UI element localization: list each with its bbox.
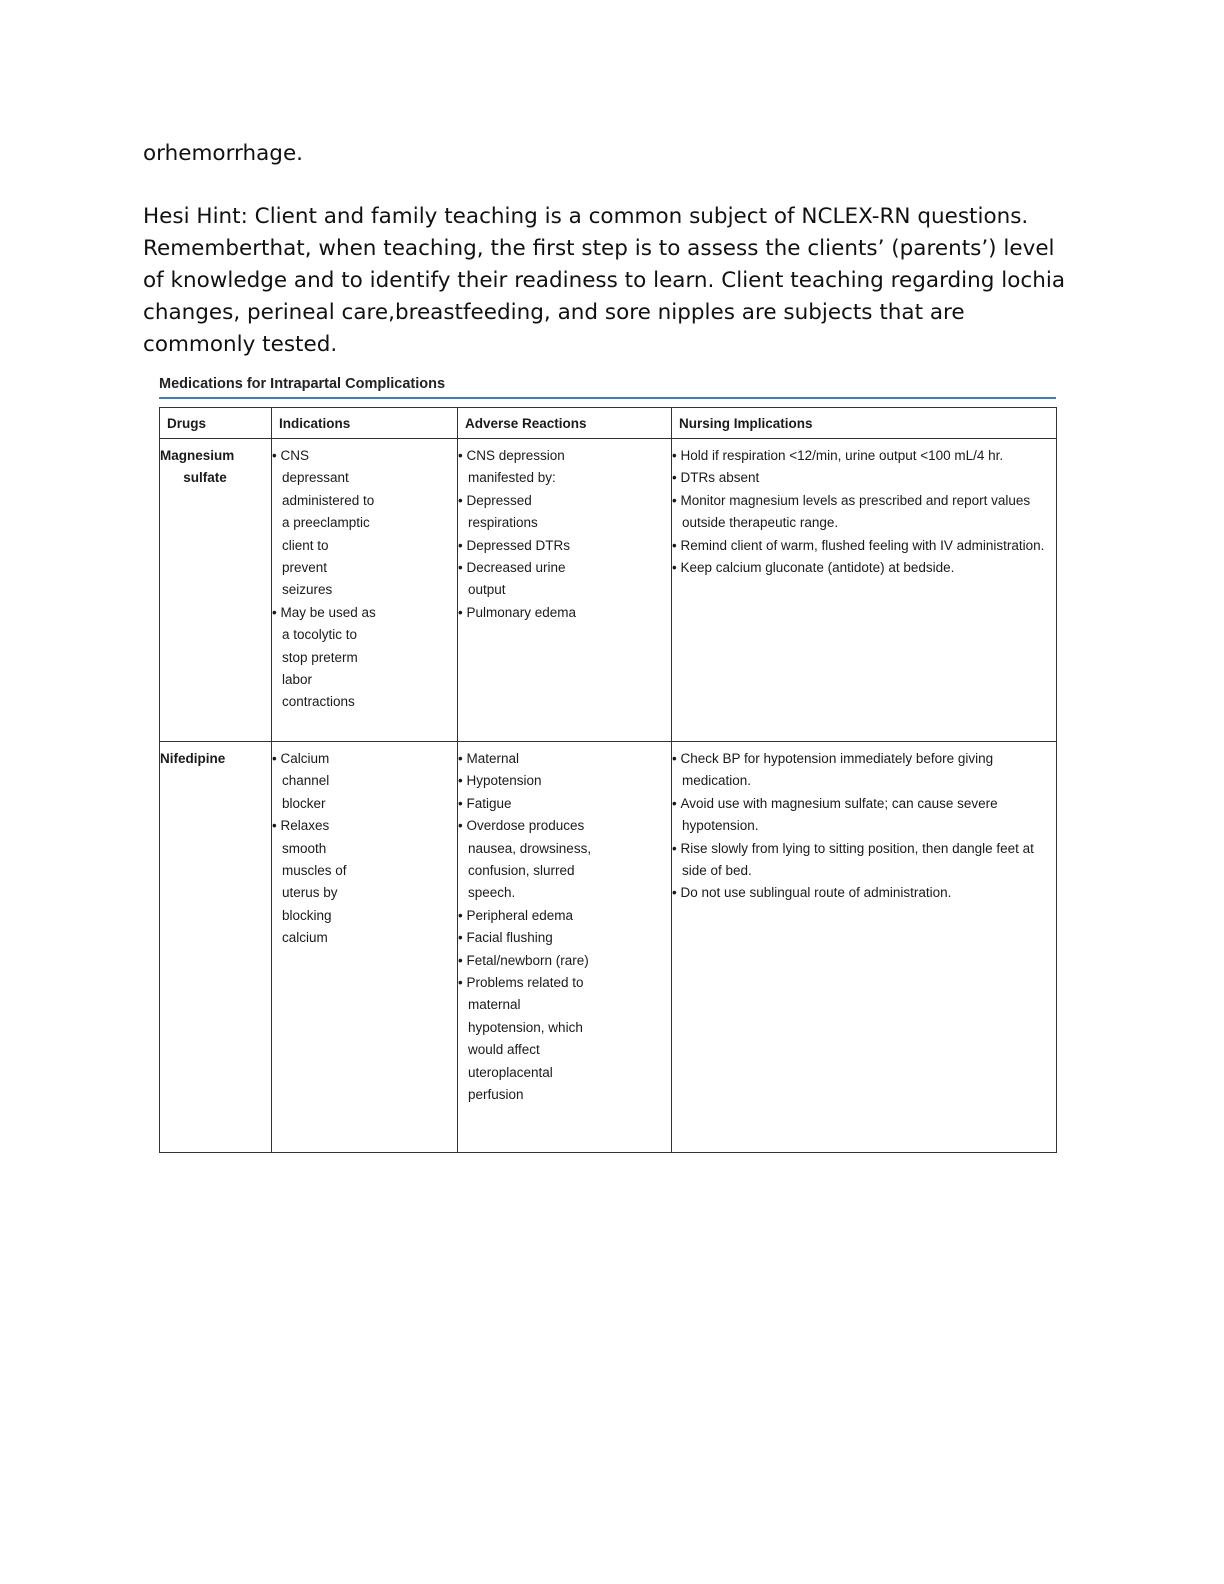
text-fragment: orhemorrhage.	[143, 141, 304, 166]
list-item: • Maternal	[458, 748, 594, 770]
list-item: • Problems related to maternal hypotension, which would affect uteroplacental perfusion	[458, 972, 594, 1106]
list-item: • Remind client of warm, flushed feeling with IV administration.	[672, 535, 1056, 557]
list-item: • Fatigue	[458, 793, 594, 815]
medications-table	[159, 407, 1057, 1153]
indications-cell	[272, 439, 458, 742]
adverse-reactions-cell	[458, 439, 672, 742]
nursing-implications-cell	[672, 742, 1057, 1153]
list-item: • CNS depressant administered to a preeclamptic client to prevent seizures	[272, 445, 376, 602]
table-row	[160, 742, 1057, 1153]
list-item: • Facial flushing	[458, 927, 594, 949]
list-item: • Depressed respirations	[458, 490, 590, 535]
list-item: • Decreased urine output	[458, 557, 590, 602]
list-item: • Do not use sublingual route of administration.	[672, 882, 1056, 904]
list-item: • Relaxes smooth muscles of uterus by blocking calcium	[272, 815, 376, 949]
list-item: • Hypotension	[458, 770, 594, 792]
table-header-row	[160, 408, 1057, 439]
list-item: • Hold if respiration <12/min, urine output <100 mL/4 hr.	[672, 445, 1056, 467]
list-item: • DTRs absent	[672, 467, 1056, 489]
list-item: • CNS depression manifested by:	[458, 445, 590, 490]
drug-name: Nifedipine	[160, 751, 226, 766]
list-item: • Pulmonary edema	[458, 602, 590, 624]
list-item: • Avoid use with magnesium sulfate; can cause severe hypotension.	[672, 793, 1056, 838]
list-item: • Fetal/newborn (rare)	[458, 950, 594, 972]
list-item: • Depressed DTRs	[458, 535, 590, 557]
table-title: Medications for Intrapartal Complications	[159, 376, 446, 392]
list-item: • Calcium channel blocker	[272, 748, 376, 815]
list-item: • Peripheral edema	[458, 905, 594, 927]
table-row	[160, 439, 1057, 742]
drug-name: Magnesium sulfate	[160, 448, 235, 486]
hesi-hint-paragraph: Hesi Hint: Client and family teaching is a common subject of NCLEX-RN questions. Rememberthat, when teaching, the first step is to assess the clients’ (parents’) level of knowledge and to identify their readiness to learn. Client teaching regarding lochia changes, perineal care,breastfeeding, and sore nipples are subjects that are commonly tested.	[143, 204, 1065, 357]
adverse-reactions-cell	[458, 742, 672, 1153]
nursing-implications-cell	[672, 439, 1057, 742]
title-rule	[159, 397, 1056, 399]
header-drugs: Drugs	[160, 408, 272, 439]
list-item: • Check BP for hypotension immediately before giving medication.	[672, 748, 1056, 793]
header-nursing-implications: Nursing Implications	[672, 408, 1057, 439]
indications-cell	[272, 742, 458, 1153]
drug-cell	[160, 742, 272, 1153]
header-indications: Indications	[272, 408, 458, 439]
list-item: • May be used as a tocolytic to stop preterm labor contractions	[272, 602, 376, 714]
list-item: • Keep calcium gluconate (antidote) at bedside.	[672, 557, 1056, 579]
header-adverse-reactions: Adverse Reactions	[458, 408, 672, 439]
list-item: • Monitor magnesium levels as prescribed and report values outside therapeutic range.	[672, 490, 1056, 535]
list-item: • Overdose produces nausea, drowsiness, confusion, slurred speech.	[458, 815, 594, 905]
drug-cell	[160, 439, 272, 742]
list-item: • Rise slowly from lying to sitting position, then dangle feet at side of bed.	[672, 838, 1056, 883]
